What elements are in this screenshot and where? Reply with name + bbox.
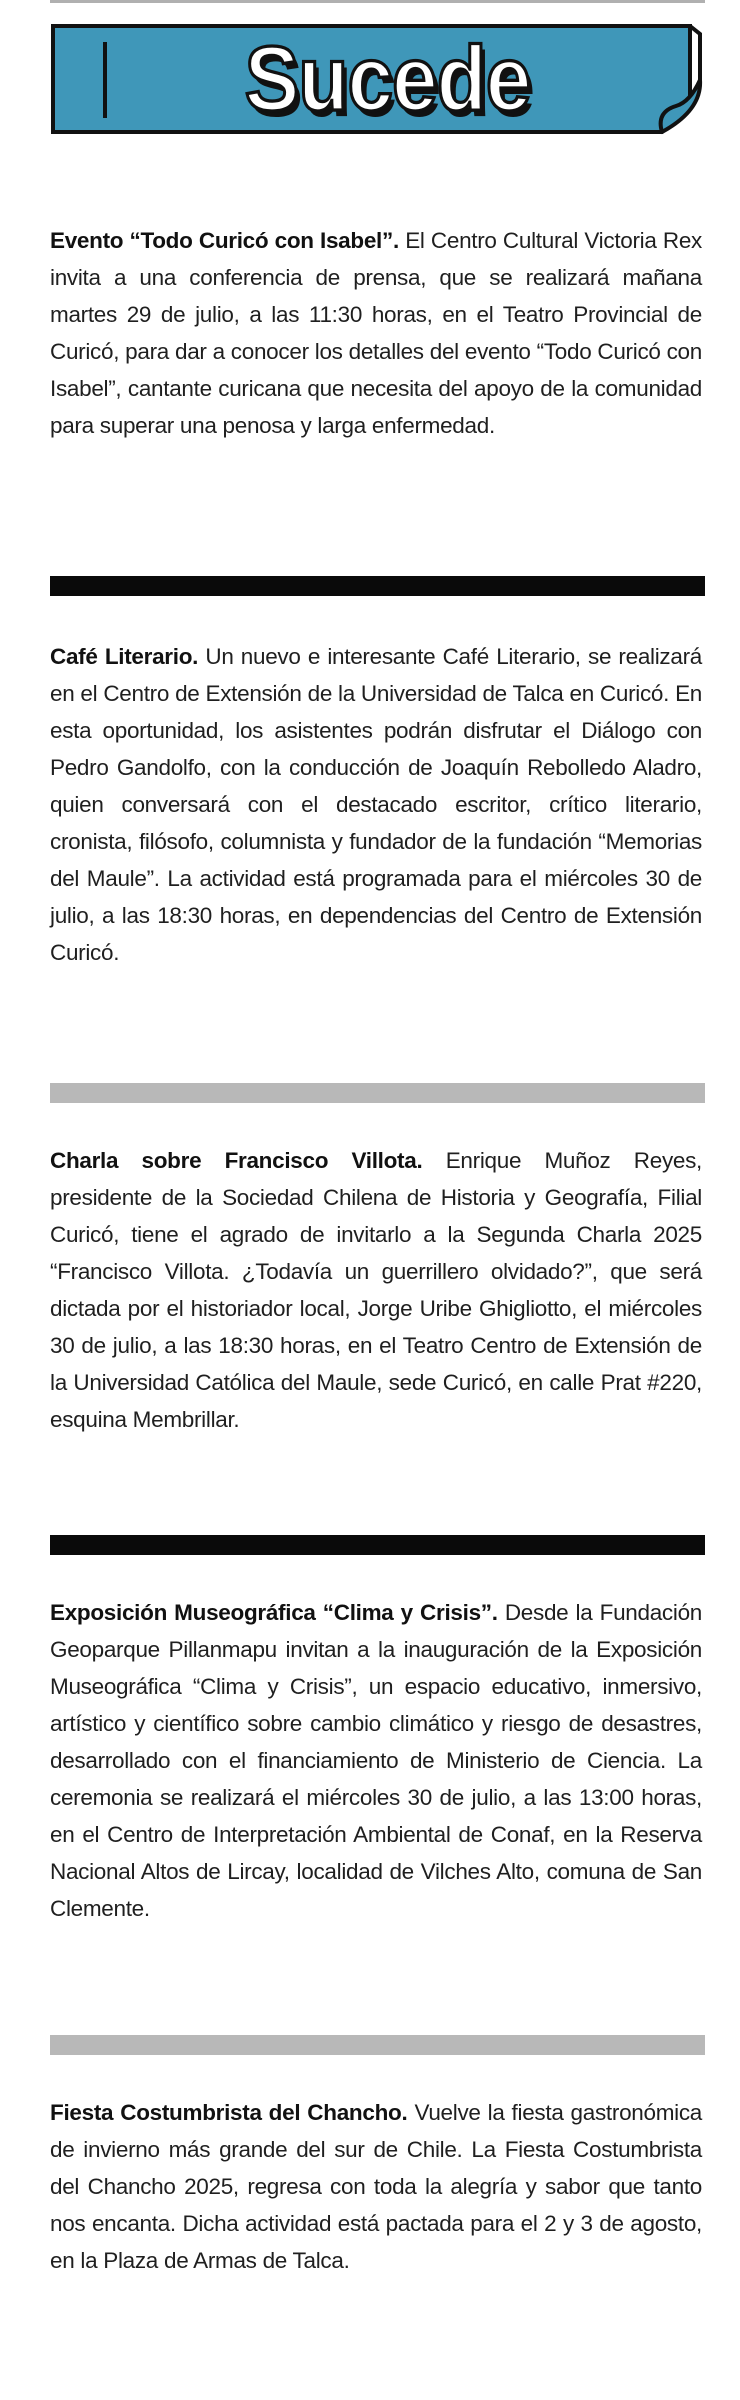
divider-gray [50,1083,705,1103]
top-rule [50,0,705,3]
divider-gray [50,2035,705,2055]
item-heading: Fiesta Costumbrista del Chancho. [50,2100,408,2125]
item-body: Un nuevo e interesante Café Literario, se realizará en el Centro de Extensión de la Universidad de Talca en Curicó. En esta oportunidad, los asistentes podrán disfrutar el Diálogo con Pedro Gandolfo, con la conducción de Joaquín Rebolledo Aladro, quien conversará con el destacado escritor, crítico literario, cronista, filósofo, columnista y fundador de la fundación “Memorias del Maule”. La actividad está programada para el miércoles 30 de julio, a las 18:30 horas, en dependencias del Centro de Extensión Curicó. [50,644,703,965]
item-body: El Centro Cultural Victoria Rex invita a una conferencia de prensa, que se realizará mañana martes 29 de julio, a las 11:30 horas, en el Teatro Provincial de Curicó, para dar a conocer los detalles del evento “Todo Curicó con Isabel”, cantante curicana que necesita del apoyo de la comunidad para superar una penosa y larga enfermedad. [50,228,702,438]
news-item-clima-y-crisis [50,1594,702,1927]
item-heading: Café Literario. [50,644,199,669]
item-body: Enrique Muñoz Reyes, presidente de la Sociedad Chilena de Historia y Geografía, Filial Curicó, tiene el agrado de invitarlo a la Segunda Charla 2025 “Francisco Villota. ¿Todavía un guerrillero olvidado?”, que será dictada por el historiador local, Jorge Uribe Ghigliotto, el miércoles 30 de julio, a las 18:30 horas, en el Teatro Centro de Extensión de la Universidad Católica del Maule, sede Curicó, en calle Prat #220, esquina Membrillar. [50,1148,703,1432]
item-heading: Evento “Todo Curicó con Isabel”. [50,228,399,253]
divider-black [50,1535,705,1555]
section-banner [50,20,705,140]
item-heading: Charla sobre Francisco Villota. [50,1148,423,1173]
banner-title: Sucede [244,28,531,131]
news-item-fiesta-chancho [50,2094,702,2279]
item-heading: Exposición Museográfica “Clima y Crisis”. [50,1600,498,1625]
item-body: Desde la Fundación Geoparque Pillanmapu invitan a la inauguración de la Exposición Museográfica “Clima y Crisis”, un espacio educativo, inmersivo, artístico y científico sobre cambio climático y riesgo de desastres, desarrollado con el financiamiento de Ministerio de Ciencia. La ceremonia se realizará el miércoles 30 de julio, a las 13:00 horas, en el Centro de Interpretación Ambiental de Conaf, en la Reserva Nacional Altos de Lircay, localidad de Vilches Alto, comuna de San Clemente. [50,1600,703,1921]
news-item-todo-curico [50,222,702,444]
news-item-francisco-villota [50,1142,702,1438]
news-item-cafe-literario [50,638,702,971]
item-body: Vuelve la fiesta gastronómica de invierno más grande del sur de Chile. La Fiesta Costumbrista del Chancho 2025, regresa con toda la alegría y sabor que tanto nos encanta. Dicha actividad está pactada para el 2 y 3 de agosto, en la Plaza de Armas de Talca. [50,2100,703,2273]
divider-black [50,576,705,596]
